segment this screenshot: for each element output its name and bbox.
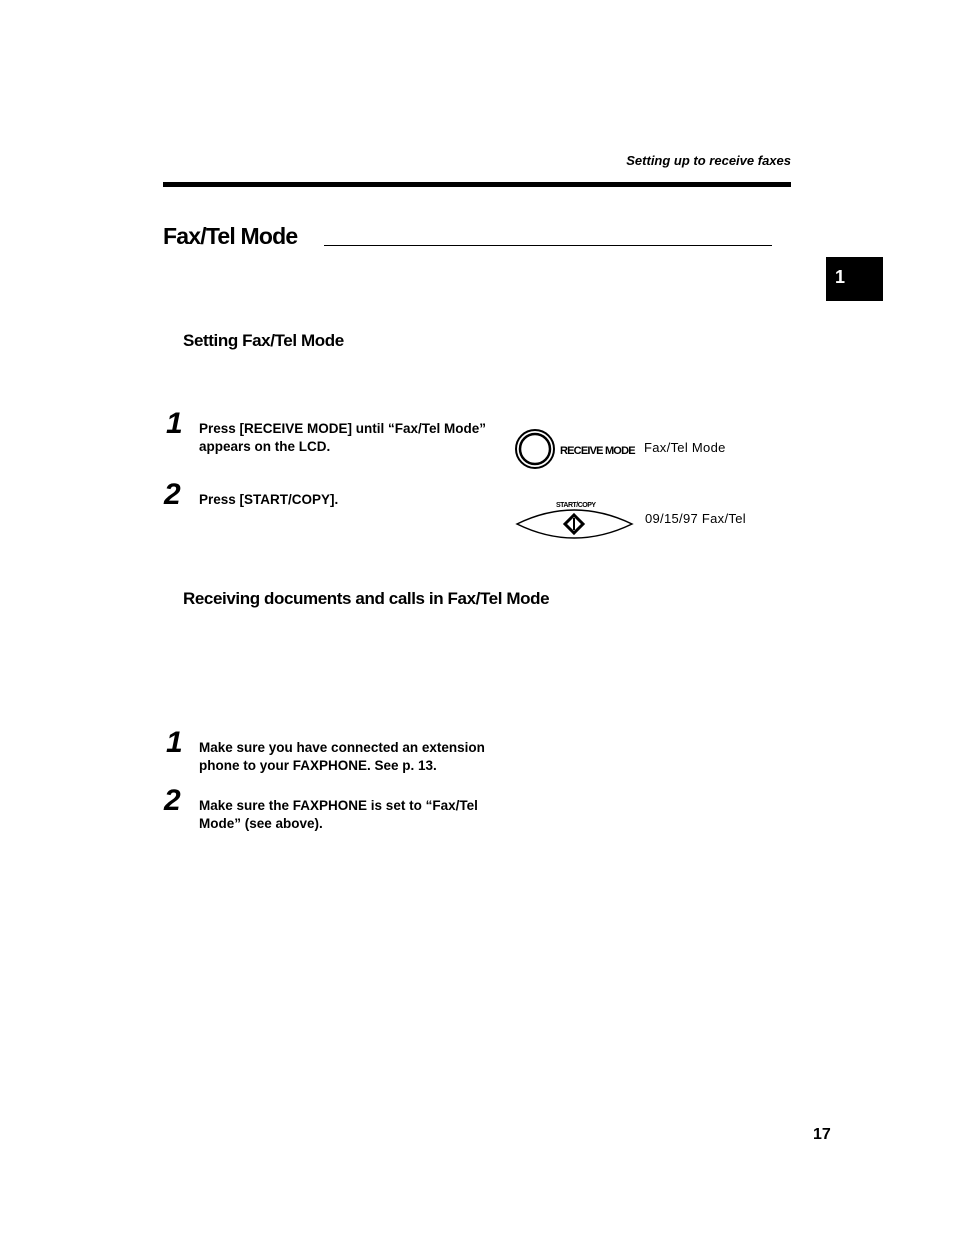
step-text: Press [RECEIVE MODE] until “Fax/Tel Mode” appears on the LCD. [199, 421, 487, 454]
step-number: 1 [166, 726, 183, 759]
start-copy-button-label: START/COPY [556, 502, 596, 509]
lcd-display-text: Fax/Tel Mode [644, 440, 726, 455]
header-rule [163, 182, 791, 187]
page-number: 17 [813, 1126, 831, 1143]
lcd-display-text: 09/15/97 Fax/Tel [645, 511, 746, 526]
page-title: Fax/Tel Mode [163, 223, 298, 249]
section-heading-receiving: Receiving documents and calls in Fax/Tel Mode [183, 589, 550, 608]
receive-mode-button-label: RECEIVE MODE [560, 445, 635, 457]
section-heading-setting: Setting Fax/Tel Mode [183, 331, 344, 350]
step-number: 2 [164, 784, 181, 817]
title-underline [324, 245, 772, 246]
receive-mode-button-illustration [514, 427, 638, 473]
step-text: Make sure the FAXPHONE is set to “Fax/Tel Mode” (see above). [199, 798, 478, 831]
step-number: 2 [164, 478, 181, 511]
chapter-tab: 1 [826, 257, 883, 301]
running-head: Setting up to receive faxes [626, 153, 791, 168]
step-text: Press [START/COPY]. [199, 492, 339, 507]
step-text: Make sure you have connected an extension phone to your FAXPHONE. See p. 13. [199, 740, 485, 773]
start-copy-button-illustration [514, 498, 638, 544]
step-number: 1 [166, 407, 183, 440]
